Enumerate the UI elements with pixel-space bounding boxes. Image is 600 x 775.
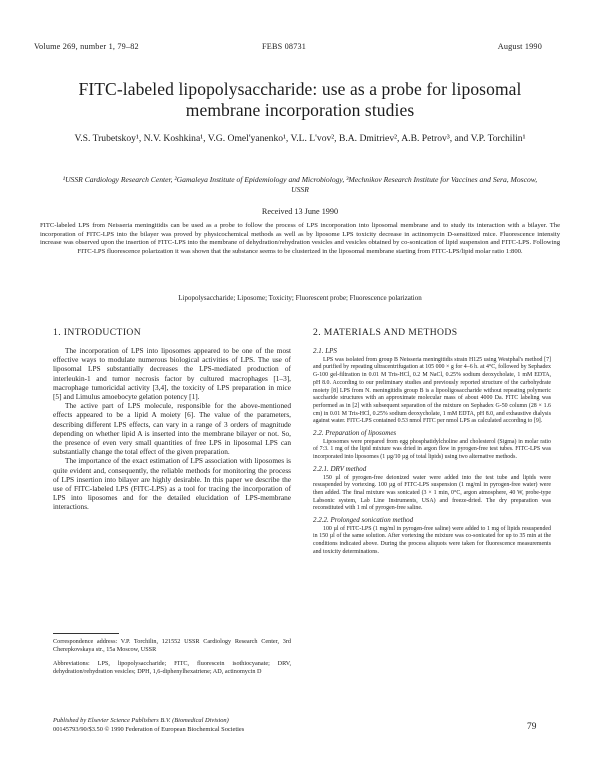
subsection-heading-lps: 2.1. LPS: [313, 347, 337, 355]
page-number: 79: [527, 722, 537, 732]
issue-date: August 1990: [497, 42, 542, 51]
subsection-heading-drv: 2.2.1. DRV method: [313, 464, 367, 473]
intro-paragraph: The importance of the exact estimation of LPS association with liposomes is quite evident and, consequently, the reliable methods for monitoring the process of LPS insertion into bilayer are highly desirable. In this paper we describe the use of FITC-labeled LPS (FITC-LPS) as a tool for tracing the incorporation of LPS into liposomes and for the detailed elucidation of LPS-membrane interactions.: [53, 456, 291, 512]
received-date: Received 13 June 1990: [261, 207, 339, 216]
methods-body: [313, 348, 551, 560]
copyright-line: 00145793/90/$3.50 © 1990 Federation of European Biochemical Societies: [53, 726, 245, 733]
methods-paragraph: Liposomes were prepared from egg phosphatidylcholine and cholesterol (Sigma) in molar ratio of 7:3. 1 mg of the lipid mixture was dried in argon flow in pyrogen-free test tubes. FITC-LPS was incorporated into liposomes (1 µg/10 µg of total lipids) using two alternative methods.: [313, 438, 551, 461]
footnote-rule: [53, 633, 119, 634]
methods-paragraph: 100 µl of FITC-LPS (1 mg/ml in pyrogen-free saline) were added to 1 mg of lipids resuspended in 150 µl of the same solution. After vortexing the mixture was co-sonicated for up to 35 min at the conditions indicated above. During the process aliquots were taken for fluorescence measurements and toxicity determinations.: [313, 525, 551, 555]
intro-body: [53, 346, 291, 512]
abbreviations: Abbreviations: LPS, lipopolysaccharide; FITC, fluorescein isothiocyanate; DRV, dehydration/rehydration vesicles; DPH, 1,6-diphenylhexatriene; AD, actinomycin D: [53, 660, 291, 675]
journal-reference: Volume 269, number 1, 79–82: [34, 42, 139, 51]
methods-paragraph: LPS was isolated from group B Neisseria meningitidis strain H125 using Westphal's method [7] and purified by repeating ultracentrifugation at 105 000 × g for 4–6 h. at 4°C, followed by Sephadex G-100 gel-filtration in 0.01 M Tris-HCl, 0.2 M NaCl, 0.25% sodium deoxycholate, 1 mM EDTA, pH 8.0. According to our preliminary studies and previously reported structure of the carbohydrate moiety [8] LPS from N. meningitidis group B is a lipooligosaccharide without repeating polymeric saccharide structures with an approximate molecular mass of about 4000 Da. FITC labeling was performed as in [2] with subsequent separation of the mixture on Sephadex G-50 column (28 × 1.6 cm) in 0.01 M Tris-HCl, 0.25% sodium deoxycholate, 1 mM EDTA, pH 8.0, and exhaustive dialysis against water. FITC-LPS contained 0.53 nmol FITC per nmol LPS as calculated according to [9].: [313, 356, 551, 425]
article-title: FITC-labeled lipopolysaccharide: use as a probe for liposomal membrane incorporation studies: [78, 79, 522, 120]
abstract: FITC-labeled LPS from Neisseria meningitidis can be used as a probe to follow the process of LPS incorporation into liposomal membrane and to study its interaction with a bilayer. The incorporation of FITC-LPS into the bilayer was proved by physicochemical methods as well as by liposome LPS toxicity decrease in actinomycin D-sensitized mice. Fluorescence intensity increase was observed upon the insertion of FITC-LPS into the membrane of dehydration/rehydration vesicles and vesicles obtained by co-sonication of lipid suspension and FITC-LPS. Following FITC-LPS fluorescence polarization it was shown that the substance seems to be clusterized in the liposomal membrane starting from FITC-LPS/lipid molar ratio 1:800.: [40, 222, 560, 255]
affiliations: ¹USSR Cardiology Research Center, ²Gamaleya Institute of Epidemiology and Microbiology, ³Mechnikov Research Institute for Vaccines and Sera, Moscow, USSR: [62, 175, 538, 194]
febs-number: FEBS 08731: [262, 42, 307, 51]
subsection-heading-liposomes: 2.2. Preparation of liposomes: [313, 429, 397, 438]
methods-paragraph: 150 µl of pyrogen-free deionized water were added into the test tube and lipids were resuspended by vortexing. 100 µg of FITC-LPS suspension (1 mg/ml in pyrogen-free water) were then added. The final mixture was sonicated (3 × 1 min, 0°C, argon atmosphere, 40 W, probe-type Labsonic system, Lab Line Instruments, USA) and freeze-dried. The dry preparation was reconstituted with 1 ml of pyrogen-free saline.: [313, 474, 551, 512]
publisher-line: Published by Elsevier Science Publishers B.V. (Biomedical Division): [53, 717, 229, 724]
author-list: V.S. Trubetskoy¹, N.V. Koshkina¹, V.G. Omel'yanenko¹, V.L. L'vov², B.A. Dmitriev², A.B. Petrov³, and V.P. Torchilin¹: [74, 133, 526, 144]
keywords: Lipopolysaccharide; Liposome; Toxicity; Fluorescent probe; Fluorescence polarization: [178, 294, 422, 302]
subsection-heading-sonication: 2.2.2. Prolonged sonication method: [313, 516, 414, 525]
methods-heading: 2. MATERIALS AND METHODS: [313, 327, 458, 338]
intro-paragraph: The active part of LPS molecule, responsible for the above-mentioned effects appeared to be a lipid A moiety [6]. The value of the parameters, describing different LPS effects, can vary in a range of 3 orders of magnitude depending on whether lipid A is inserted into the membrane bilayer or not. So, the presence of even very small quantities of free LPS in liposomal LPS can substantially change the total effect of the given preparation.: [53, 401, 291, 457]
intro-paragraph: The incorporation of LPS into liposomes appeared to be one of the most effective ways to modulate numerous biological activities of LPS. The use of liposomal LPS substantially decreases the LPS-mediated production of interleukin-1 and tumor necrosis factor by cultured macrophages [1–3], macrophage tumoricidal activity [3,4], the toxicity of LPS preparation in mice [5] and Limulus amoebocyte gelation potency [1].: [53, 346, 291, 402]
intro-heading: 1. INTRODUCTION: [53, 327, 142, 338]
correspondence-address: Correspondence address: V.P. Torchilin, 121552 USSR Cardiology Research Center, 3rd Cherepkovskaya str., 15a Moscow, USSR: [53, 638, 291, 653]
